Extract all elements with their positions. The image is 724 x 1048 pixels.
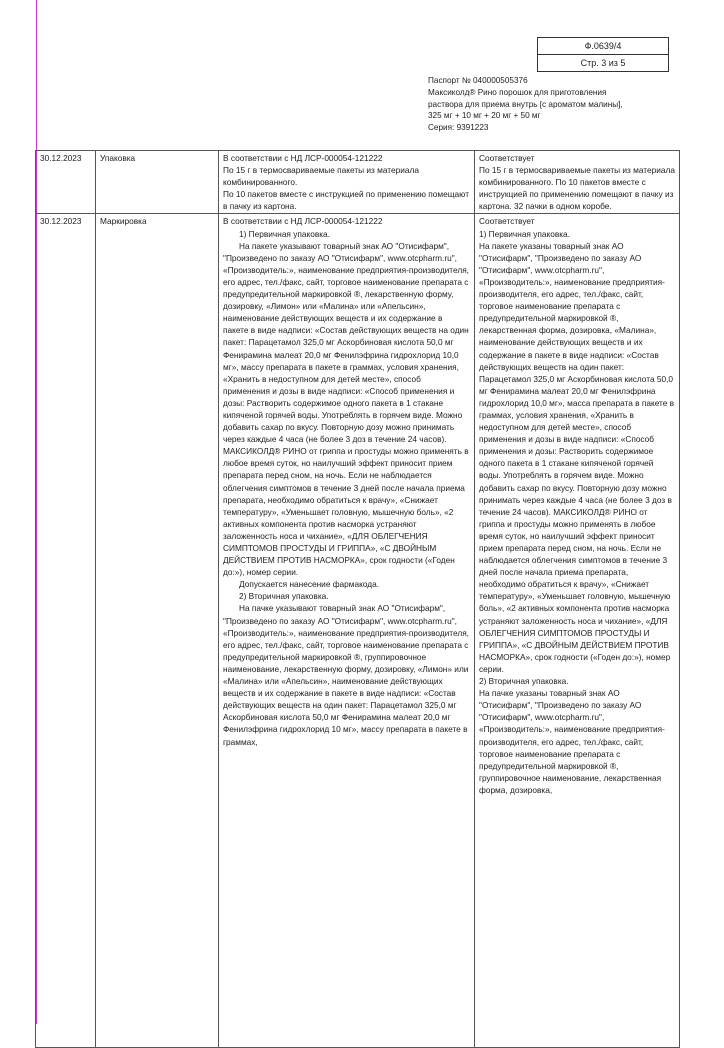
result-line: 1) Первичная упаковка. (479, 228, 570, 239)
requirement-line: Допускается нанесение фармакода. (239, 579, 380, 590)
operations-table (35, 150, 680, 1048)
requirement-line: По 15 г в термосвариваемые пакеты из материала комбинированного. (223, 165, 419, 188)
requirement-line: На пачке указывают товарный знак АО "Отисифарм", "Произведено по заказу АО "Отисифарм", www.otcpharm.ru", «Производитель:», наименование предприятия-производителя, его адрес, тел./факс, сайт, торговое наименование препарата с предупредительной маркировкой ®, группировочное наименование, лекарственную форму, дозировку, «Лимон» или «Малина» или «Апельсин», наименование действующих веществ и их содержание в пакете в виде надписи: «Состав действующих веществ на один пакет: Парацетамол 325,0 мг Аскорбиновая кислота 50,0 мг Фенирамина малеат 20,0 мг Фенилэфрина гидрохлорид 10 мг», массу препарата в пакете в граммах, (223, 603, 469, 747)
table-row (36, 151, 680, 214)
row-result (475, 214, 680, 1048)
dosage: 325 мг + 10 мг + 20 мг + 50 мг (428, 111, 541, 121)
row-operation: Маркировка (96, 214, 219, 1048)
requirement-line: 1) Первичная упаковка. (239, 228, 330, 239)
result-line: Соответствует (479, 153, 535, 163)
page-number: Стр. 3 из 5 (538, 54, 668, 71)
passport-number: Паспорт № 040000505376 (428, 76, 528, 85)
result-line: На пачке указаны товарный знак АО "Отисифарм", "Произведено по заказу АО "Отисифарм", www.otcpharm.ru", «Производитель:», наименование предприятия-производителя, его адрес, тел./факс, сайт, торговое наименование препарата с предупредительной маркировкой ®, группировочное наименование, лекарственная форма, дозировка, (479, 688, 665, 795)
form-code-box (537, 37, 669, 72)
series-number: Серия: 9391223 (428, 123, 489, 133)
document-header (428, 75, 698, 134)
result-line: 2) Вторичная упаковка. (479, 676, 569, 687)
form-code: Ф.0639/4 (584, 41, 622, 51)
product-name-line1: Максиколд® Рино порошок для приготовления (428, 87, 607, 97)
requirement-line: На пакете указывают товарный знак АО "Отисифарм", "Произведено по заказу АО "Отисифарм", www.otcpharm.ru", «Производитель:», наименование предприятия-производителя, его адрес, тел./факс, сайт, торговое наименование препарата с предупредительной маркировкой ®, лекарственную форму, дозировку, «Лимон» или «Малина» или «Апельсин», наименование действующих веществ и их содержание в пакете в виде надписи: «Состав действующих веществ на один пакет: Парацетамол 325,0 мг Аскорбиновая кислота 50,0 мг Фенирамина малеат 20,0 мг Фенилэфрина гидрохлорид 10,0 мг», массу препарата в пакете в граммах, условия хранения, «Хранить в недоступном для детей месте», способ применения и дозы в виде надписи: «Способ применения и дозы: Растворить содержимое одного пакета в 1 стакане кипяченой горячей воды. Употреблять в горячем виде. Можно добавить сахар по вкусу. Повторную дозу можно принимать через каждые 4 часа (не более 3 доз в течение 24 часов). МАКСИКОЛД® РИНО от гриппа и простуды можно применять в любое время суток, но наилучший эффект приносит прием препарата перед сном, на ночь. Если не наблюдается облегчения симптомов в течение 3 дней после начала приема препарата, необходимо обратиться к врачу», «Снижает температуру», «Уменьшает головную, мышечную боль», «2 активных компонента против насморка устраняют заложенность носа и чихание», «ДЛЯ ОБЛЕГЧЕНИЯ СИМПТОМОВ ПРОСТУДЫ И ГРИППА», «С ДВОЙНЫМ ДЕЙСТВИЕМ ПРОТИВ НАСМОРКА», срок годности («Годен до:»), номер серии. (223, 240, 469, 578)
row-operation: Упаковка (96, 151, 219, 214)
result-line: Соответствует (479, 216, 535, 227)
row-requirement (219, 214, 475, 1048)
product-name-line2: раствора для приема внутрь [с ароматом малины], (428, 99, 623, 109)
requirement-line: 2) Вторичная упаковка. (239, 591, 329, 602)
result-line: На пакете указаны товарный знак АО "Отисифарм", "Произведено по заказу АО "Отисифарм", www.otcpharm.ru", «Производитель:», наименование предприятия-производителя, его адрес, тел./факс, сайт, торговое наименование препарата с предупредительной маркировкой ®, лекарственная форма, дозировка, «Малина», наименование действующих веществ и их содержание в пакете в виде надписи: «Состав действующих веществ на один пакет: Парацетамол 325,0 мг Аскорбиновая кислота 50,0 мг Фенирамина малеат 20,0 мг Фенилэфрина гидрохлорид 10,0 мг», масса препарата в пакете в граммах, условия хранения, «Хранить в недоступном для детей месте», способ применения и дозы в виде надписи: «Способ применения и дозы: Растворить содержимое одного пакета в 1 стакане кипяченой горячей воды. Употреблять в горячем виде. Можно добавить сахар по вкусу. Повторную дозу можно принимать через каждые 4 часа (не более 3 доз в течение 24 часов). МАКСИКОЛД® РИНО от гриппа и простуды можно применять в любое время суток, но наилучший эффект приносит прием препарата перед сном, на ночь. Если не наблюдается облегчения симптомов в течение 3 дней после начала приема препарата, необходимо обратиться к врачу», «Снижает температуру», «Уменьшает головную, мышечную боль», «2 активных компонента против насморка устраняют заложенность носа и чихание», «ДЛЯ ОБЛЕГЧЕНИЯ СИМПТОМОВ ПРОСТУДЫ И ГРИППА», «С ДВОЙНЫМ ДЕЙСТВИЕМ ПРОТИВ НАСМОРКА», срок годности («Годен до:»), номер серии. (479, 240, 675, 674)
row-result (475, 151, 680, 214)
table-row (36, 214, 680, 1048)
requirement-line: В соответствии с НД ЛСР-000054-121222 (223, 153, 383, 163)
result-line: По 15 г в термосвариваемые пакеты из материала комбинированного. По 10 пакетов вместе с инструкцией по применению помещают в пачку из картона. 32 пачки в одном коробе. (479, 165, 675, 212)
row-date: 30.12.2023 (36, 214, 96, 1048)
row-date: 30.12.2023 (36, 151, 96, 214)
requirement-line: По 10 пакетов вместе с инструкцией по применению помещают в пачку из картона. (223, 189, 470, 212)
row-requirement (219, 151, 475, 214)
requirement-line: В соответствии с НД ЛСР-000054-121222 (223, 216, 383, 227)
